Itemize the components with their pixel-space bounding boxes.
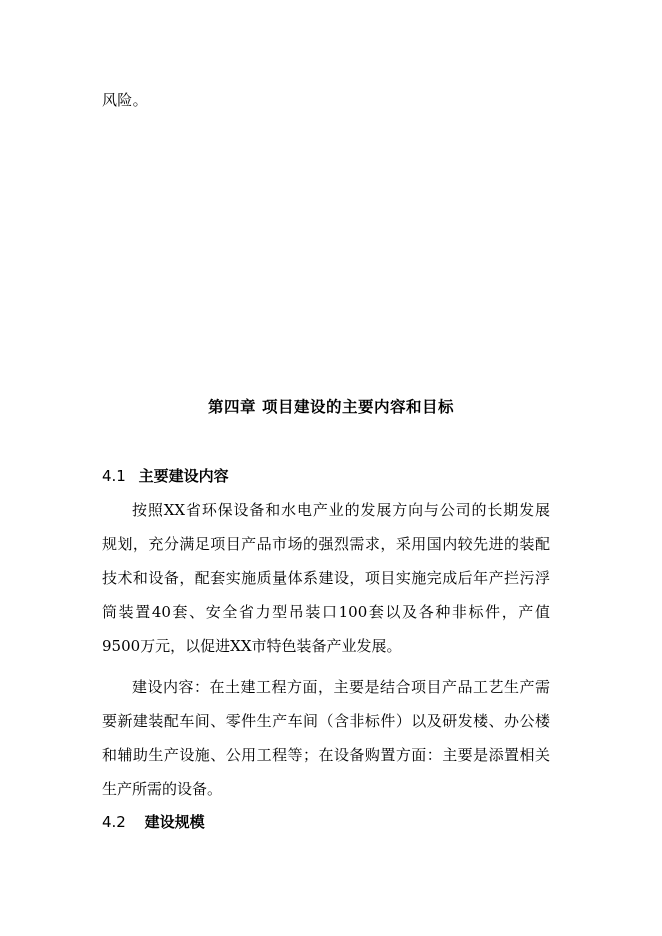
- paragraph-line: 生产所需的设备。: [102, 780, 223, 798]
- section-title: 主要建设内容: [138, 467, 229, 485]
- paragraph-line: 技术和设备，配套实施质量体系建设，项目实施完成后年产拦污浮: [102, 569, 550, 587]
- paragraph-line: 9500万元，以促进XX市特色装备产业发展。: [102, 637, 402, 655]
- chapter-title: 第四章 项目建设的主要内容和目标: [208, 398, 454, 416]
- section-number: 4.1: [102, 467, 126, 485]
- paragraph-line: 筒装置40套、安全省力型吊装口100套以及各种非标件，产值: [102, 603, 550, 621]
- section-heading-4-1: [102, 466, 229, 486]
- paragraph-line: 和辅助生产设施、公用工程等；在设备购置方面：主要是添置相关: [102, 746, 550, 764]
- section-title: 建设规模: [144, 813, 205, 831]
- continuation-text: 风险。: [102, 91, 148, 109]
- paragraph-line: 规划，充分满足项目产品市场的强烈需求，采用国内较先进的装配: [102, 535, 550, 553]
- paragraph-line: 建设内容：在土建工程方面，主要是结合项目产品工艺生产需: [132, 678, 550, 696]
- paragraph-line: 按照XX省环保设备和水电产业的发展方向与公司的长期发展: [132, 501, 550, 519]
- paragraph-line: 要新建装配车间、零件生产车间（含非标件）以及研发楼、办公楼: [102, 712, 550, 730]
- section-number: 4.2: [102, 813, 126, 831]
- section-heading-4-2: [102, 812, 205, 832]
